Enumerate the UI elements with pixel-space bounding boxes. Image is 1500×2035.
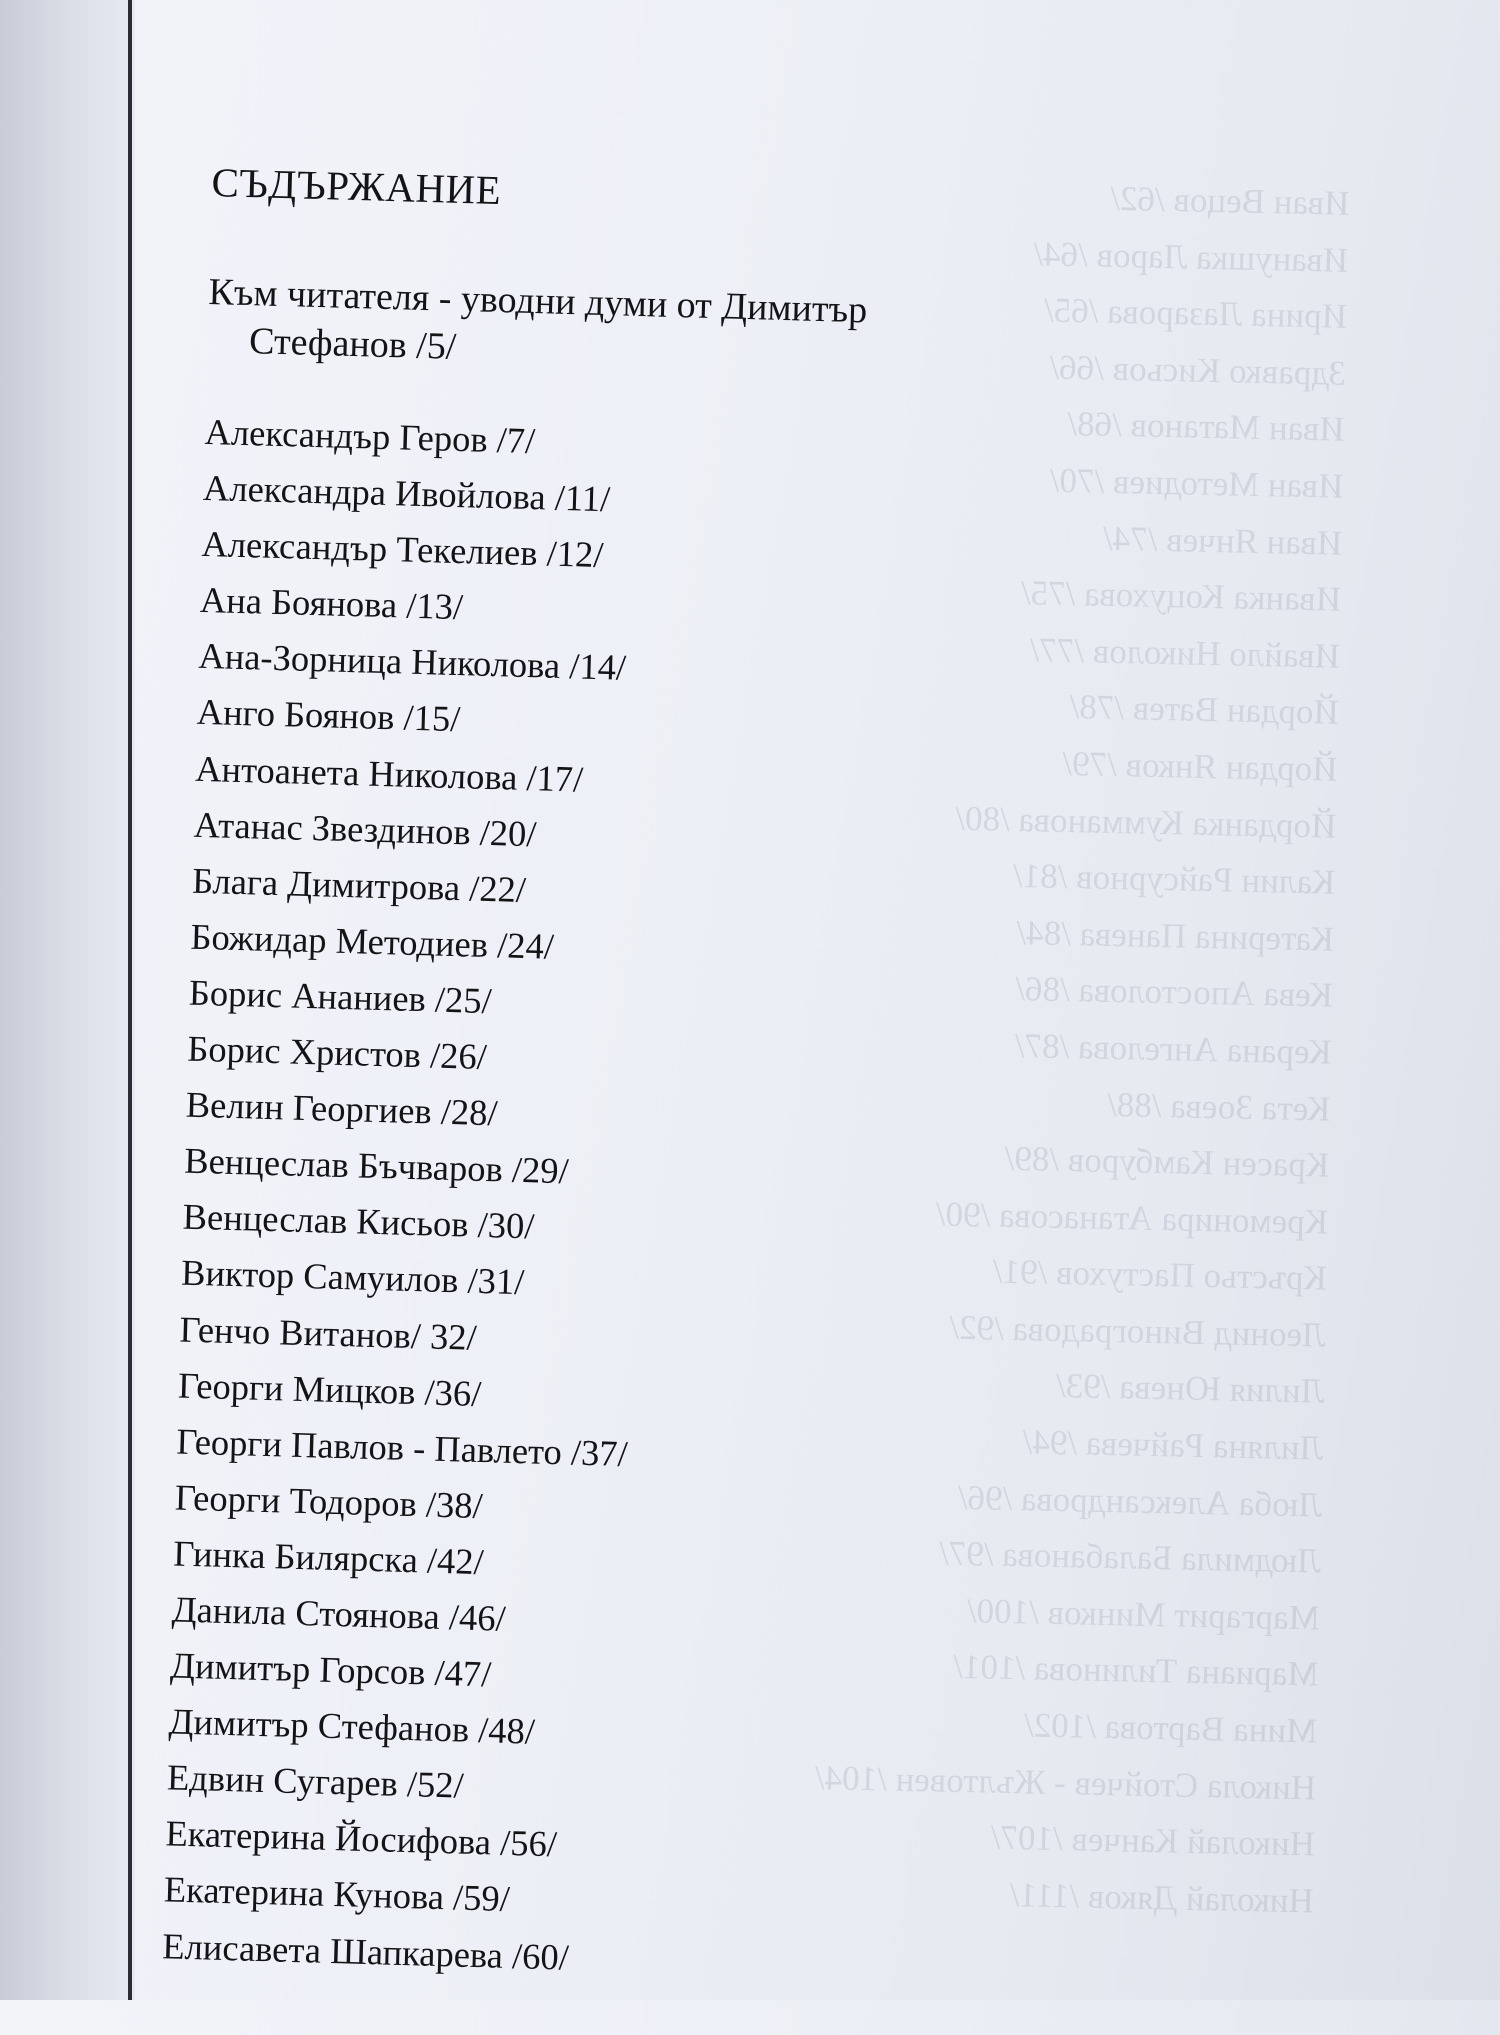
intro-entry-line1: Към читателя - уводни думи от Димитър — [208, 270, 868, 332]
bleed-through-line: Иван Вецов /62/ — [1109, 178, 1350, 223]
contents-entry: Данила Стоянова /46/ — [171, 1588, 507, 1639]
contents-entry: Димитър Горсов /47/ — [169, 1644, 492, 1695]
contents-entry: Анго Боянов /15/ — [196, 691, 461, 740]
page-title: СЪДЪРЖАНИЕ — [211, 159, 502, 214]
contents-entry: Антоанета Николова /17/ — [194, 747, 584, 800]
contents-entry: Димитър Стефанов /48/ — [168, 1700, 536, 1752]
contents-entry: Ана-Зорница Николова /14/ — [197, 635, 627, 689]
contents-entry: Генчо Витанов/ 32/ — [179, 1308, 478, 1358]
bleed-through-line: Калин Райсурнов /81/ — [1012, 856, 1336, 902]
contents-entry: Венцеслав Кисьов /30/ — [182, 1195, 536, 1247]
contents-entry: Александър Текелиев /12/ — [200, 523, 605, 576]
bleed-through-line: Николай Дяков /111/ — [1009, 1874, 1315, 1921]
contents-list — [162, 404, 657, 1987]
bleed-through-line: Ивайло Николов /77/ — [1029, 630, 1341, 676]
contents-entry: Виктор Самуилов /31/ — [180, 1251, 525, 1303]
contents-entry: Едвин Сугарев /52/ — [166, 1756, 465, 1806]
contents-entry: Велин Георгиев /28/ — [185, 1083, 499, 1134]
bleed-through-line: Мариана Тилинова /101/ — [952, 1647, 1319, 1694]
bleed-through-line: Иван Матанов /68/ — [1066, 404, 1346, 450]
bleed-through-line: Ирина Лазарова /65/ — [1043, 290, 1348, 337]
bleed-through-line: Людмила Балабанова /97/ — [938, 1533, 1322, 1581]
contents-entry: Екатерина Кунова /59/ — [163, 1868, 511, 1920]
contents-entry: Блага Димитрова /22/ — [191, 859, 527, 910]
contents-entry: Борис Ананиев /25/ — [188, 971, 493, 1022]
bleed-through-line: Йордан Янков /79/ — [1061, 743, 1338, 789]
bleed-through-line: Иванка Коцухова /75/ — [1020, 573, 1342, 619]
bleed-through-line: Йордан Ватев /78/ — [1069, 687, 1340, 733]
bleed-through-line: Никола Стойчев - Жълтовен /104/ — [814, 1757, 1317, 1808]
bleed-through-line: Леонид Виноградова /92/ — [948, 1307, 1327, 1355]
contents-entry: Венцеслав Бъчваров /29/ — [183, 1139, 570, 1192]
bleed-through-line: Иван Методиев /70/ — [1049, 460, 1344, 506]
bleed-through-line: Мина Вартова /102/ — [1023, 1705, 1318, 1751]
bleed-through-line: Йорданка Кумманова /80/ — [954, 798, 1337, 846]
bleed-through-line: Здравко Кисьов /66/ — [1049, 347, 1347, 393]
bleed-through-line: Кева Апостолова /86/ — [1014, 969, 1334, 1015]
contents-entry: Георги Тодоров /38/ — [174, 1476, 484, 1526]
bleed-through-line: Иван Янчев /74/ — [1102, 518, 1343, 563]
bleed-through-line: Маргарит Минков /100/ — [966, 1591, 1321, 1638]
bleed-through-line: Лиляна Райчева /94/ — [1022, 1422, 1324, 1468]
intro-entry-line2: Стефанов /5/ — [248, 320, 457, 368]
contents-entry: Божидар Методиев /24/ — [190, 915, 555, 967]
bleed-through-line: Люба Александрова /96/ — [957, 1477, 1323, 1525]
intro-entry — [207, 268, 868, 382]
bleed-through-line: Лилия Юнева /93/ — [1055, 1366, 1325, 1412]
bleed-through-line: Кета Зоева /88/ — [1106, 1084, 1331, 1129]
contents-entry: Александър Геров /7/ — [204, 410, 536, 462]
bleed-through-line: Кремонира Атанасова /90/ — [935, 1194, 1329, 1242]
bleed-through-line: Керана Ангелова /87/ — [1014, 1025, 1332, 1072]
bleed-through-line: Катерина Панева /84/ — [1016, 912, 1335, 959]
contents-entry: Борис Христов /26/ — [186, 1027, 488, 1078]
bleed-through-line: Иванушка Ларов /64/ — [1033, 233, 1349, 280]
contents-entry: Ана Боянова /13/ — [199, 579, 464, 628]
contents-entry: Александра Ивойлова /11/ — [202, 466, 611, 520]
contents-entry: Георги Павлов - Павлето /37/ — [175, 1420, 629, 1474]
contents-entry: Атанас Звездинов /20/ — [193, 803, 538, 854]
bleed-through-line: Николай Канчев /107/ — [990, 1817, 1316, 1864]
contents-entry: Елисавета Шапкарева /60/ — [161, 1924, 570, 1978]
contents-entry: Екатерина Йосифова /56/ — [164, 1812, 558, 1865]
contents-entry: Георги Мицков /36/ — [177, 1364, 482, 1414]
bleed-through-line: Красен Камбуров /89/ — [1004, 1138, 1330, 1185]
bleed-through-line: Кръстьо Пастухов /91/ — [992, 1251, 1328, 1298]
contents-entry: Гинка Билярска /42/ — [172, 1532, 485, 1582]
